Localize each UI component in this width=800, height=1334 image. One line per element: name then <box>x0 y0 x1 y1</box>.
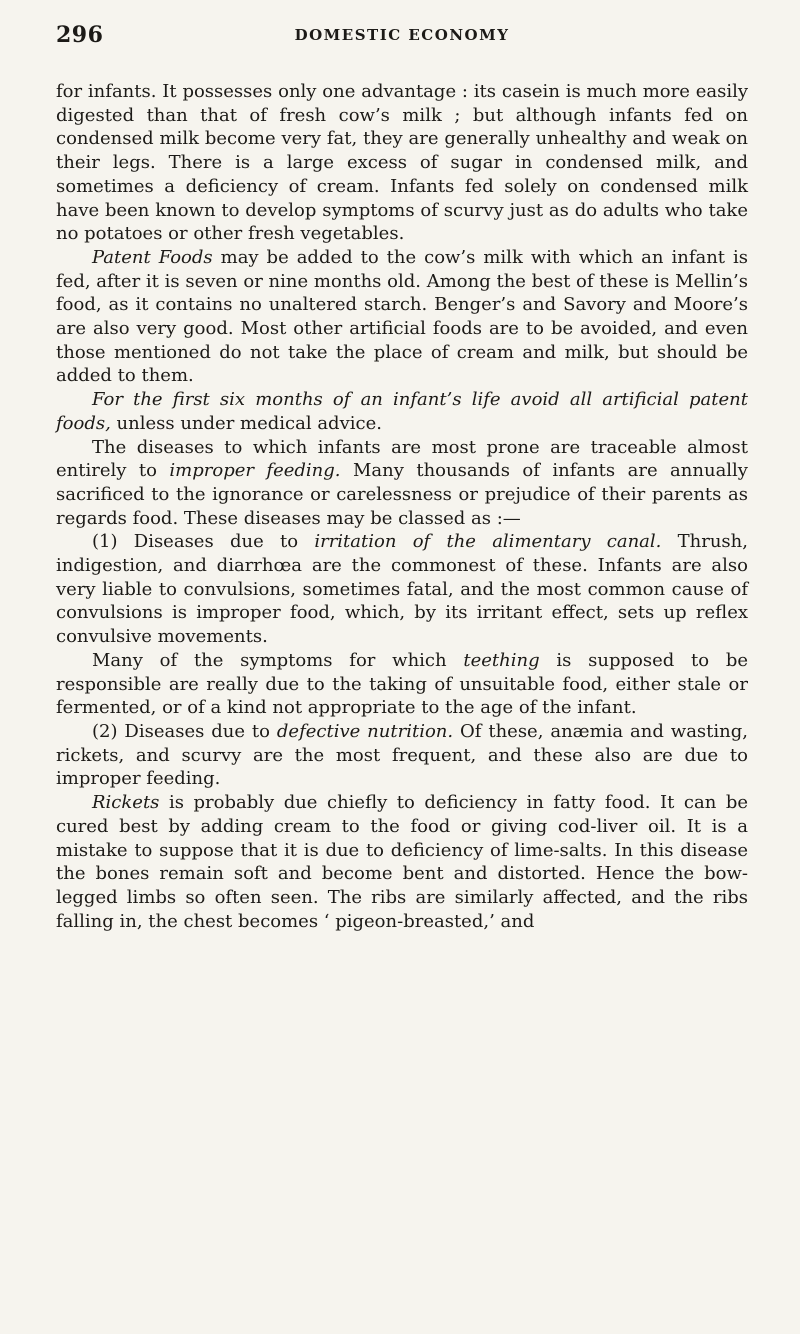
text-run: (2) Diseases due to <box>92 720 277 742</box>
text-run: is supposed to be responsible are really due to the taking of unsuitable food, either stale or fermented, or of a kind not appropriate to the age of the infant. <box>56 649 749 719</box>
paragraph <box>56 246 748 388</box>
paragraph <box>56 436 748 531</box>
text-run: The diseases to which infants are most prone are traceable almost entirely to <box>56 436 748 482</box>
paragraph <box>56 649 748 720</box>
paragraph <box>56 80 748 246</box>
text-run: unless under medical advice. <box>110 412 382 434</box>
page-number: 296 <box>56 22 104 48</box>
italic-text-run: For the first six months of an infant’s life avoid all artificial patent foods, <box>56 389 748 434</box>
text-run: (1) Diseases due to <box>92 531 315 553</box>
paragraph <box>56 530 748 649</box>
italic-text-run: improper feeding. <box>169 460 341 482</box>
body-text <box>56 80 748 933</box>
page-header <box>56 18 748 54</box>
text-run: is probably due chiefly to deficiency in fatty food. It can be cured best by adding cream to the food or giving cod-liver oil. It is a mistake to suppose that it is due to deficiency of lime-salts. In this disease the bones remain soft and become bent and distorted. Hence the bow-legged limbs so often seen. The ribs are similarly affected, and the ribs falling in, the chest becomes ‘ pigeon-breasted,’ and <box>56 792 748 932</box>
paragraph <box>56 388 748 435</box>
italic-text-run: irritation of the alimentary canal. <box>314 531 662 553</box>
paragraph <box>56 720 748 791</box>
running-head: DOMESTIC ECONOMY <box>294 26 510 44</box>
text-run: Many of the symptoms for which <box>92 649 464 671</box>
italic-text-run: teething <box>463 649 540 671</box>
italic-text-run: defective nutrition. <box>276 720 454 742</box>
text-run: Many thousands of infants are annually sacrificed to the ignorance or carelessness or prejudice of their parents as regards food. These diseases may be classed as :— <box>56 460 748 529</box>
paragraph <box>56 791 748 933</box>
italic-text-run: Patent Foods <box>92 246 213 268</box>
text-run: Thrush, indigestion, and diarrhœa are the commonest of these. Infants are also very liable to convulsions, sometimes fatal, and the most common cause of convulsions is improper food, which, by its irritant effect, sets up reflex convulsive movements. <box>56 531 748 648</box>
italic-text-run: Rickets <box>92 792 160 814</box>
text-run: Of these, anæmia and wasting, rickets, and scurvy are the most frequent, and these also are due to improper feeding. <box>56 720 748 790</box>
text-run: may be added to the cow’s milk with which an infant is fed, after it is seven or nine months old. Among the best of these is Mellin’s food, as it contains no unaltered starch. Benger’s and Savory and Moore’s are also very good. Most other artificial foods are to be avoided, and even those mentioned do not take the place of cream and milk, but should be added to them. <box>56 246 748 387</box>
text-run: for infants. It possesses only one advantage : its casein is much more easily digested than that of fresh cow’s milk ; but although infants fed on condensed milk become very fat, they are generally unhealthy and weak on their legs. There is a large excess of sugar in condensed milk, and sometimes a deficiency of cream. Infants fed solely on condensed milk have been known to develop symptoms of scurvy just as do adults who take no potatoes or other fresh vegetables. <box>56 81 748 245</box>
